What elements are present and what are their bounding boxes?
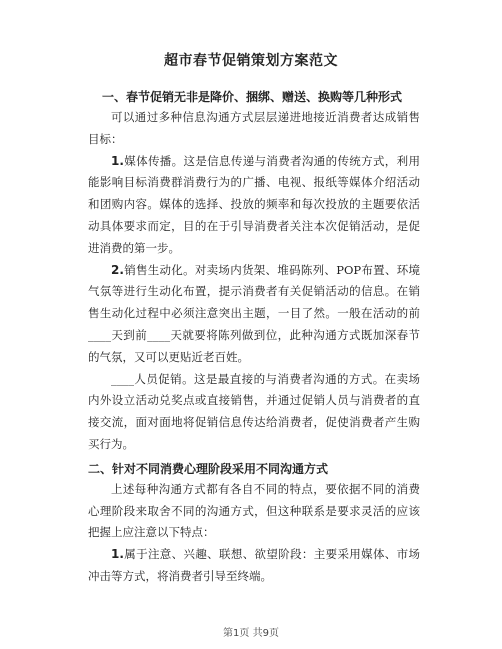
section-1-item-3: ____人员促销。这是最直接的与消费者沟通的方式。在卖场内外设立活动兑奖点或直接销售，并通过促销人员与消费者的直接交流，面对面地将促销信息传达给消费者，促使消费者产生购买行为。 [88,371,420,451]
section-2-heading: 二、针对不同消费心理阶段采用不同沟通方式 [88,461,329,476]
item-number: 1. [111,547,124,562]
page-footer: 第1页 共9页 [223,628,279,639]
document-body [88,84,420,588]
section-1-item-2 [88,260,420,369]
section-2-intro: 上述每种沟通方式都有各自不同的特点，要依据不同的消费心理阶段来取舍不同的沟通方式，但这种联系是要求灵活的应该把握上应注意以下特点： [88,481,420,540]
item-number: 1. [111,153,124,168]
item-text: 属于注意、兴趣、联想、欲望阶段：主要采用媒体、市场冲击等方式，将消费者引导至终端。 [88,547,420,583]
item-number: 2. [111,262,124,277]
section-1-item-1 [88,151,420,260]
section-2-item-1 [88,544,420,588]
item-text: 媒体传播。这是信息传递与消费者沟通的传统方式，利用能影响目标消费群消费行为的广播、电视、报纸等媒体介绍活动和团购内容。媒体的选择、投放的频率和每次投放的主题要依活动具体要求而定，目的在于引导消费者关注本次促销活动，是促进消费的第一步。 [88,153,420,255]
section-1-heading: 一、春节促销无非是降价、捆绑、赠送、换购等几种形式 [102,90,403,104]
section-1-intro: 可以通过多种信息沟通方式层层递进地接近消费者达成销售目标： [88,110,420,146]
item-text: 销售生动化。对卖场内货架、堆码陈列、POP布置、环境气氛等进行生动化布置，提示消费者有关促销活动的信息。在销售生动化过程中必须注意突出主题，一目了然。一般在活动的前____天到前____天就要将陈列做到位，此种沟通方式既加深春节的气氛，又可以更贴近老百姓。 [88,262,420,364]
document-title: 超市春节促销策划方案范文 [164,53,338,69]
